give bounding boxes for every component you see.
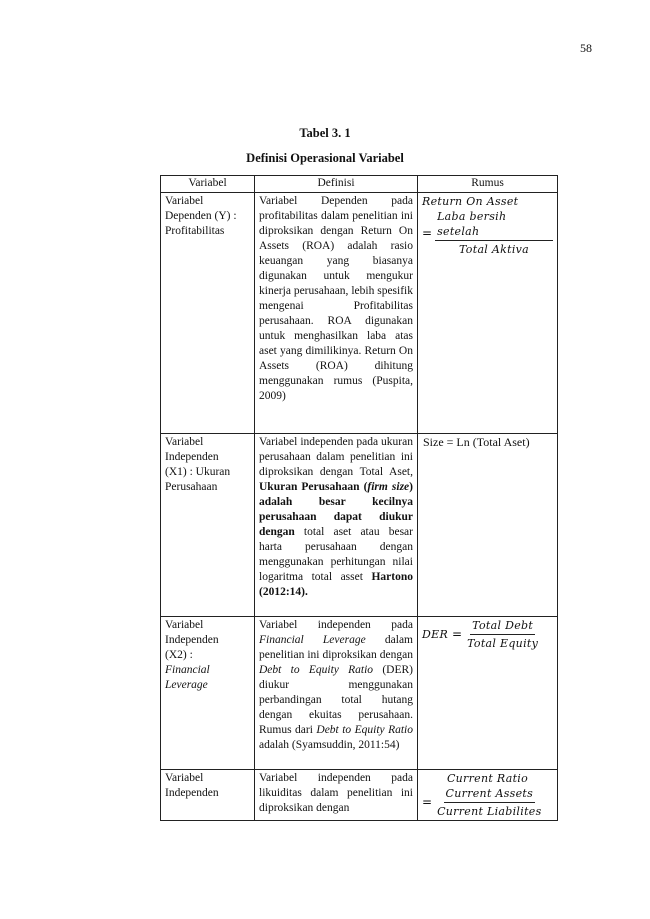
table-title: Definisi Operasional Variabel bbox=[246, 151, 404, 165]
formula-cell bbox=[418, 434, 558, 617]
table-label: Tabel 3. 1 bbox=[299, 126, 351, 140]
formula-denominator: Total Equity bbox=[467, 637, 539, 650]
formula-denominator: Total Aktiva bbox=[459, 243, 530, 256]
formula-label: Return On Asset bbox=[422, 195, 519, 208]
variable-line: Variabel bbox=[165, 772, 204, 784]
table-row bbox=[161, 770, 558, 821]
formula-cell bbox=[418, 193, 558, 434]
variable-line: Leverage bbox=[165, 679, 208, 691]
variable-line: Independen bbox=[165, 451, 219, 463]
formula-denominator: Current Liabilites bbox=[437, 805, 542, 818]
definition-text: (DER) diukur menggunakan perbandingan total hutang dengan ekuitas perusahaan. Rumus dari bbox=[259, 664, 413, 736]
formula-equation bbox=[422, 618, 553, 651]
definition-citation: Hartono (2012:14). bbox=[259, 571, 413, 598]
formula-cell bbox=[418, 617, 558, 770]
definition-cell: Variabel independen pada likuiditas dalam penelitian ini diproksikan dengan bbox=[255, 770, 418, 821]
formula-cell bbox=[418, 770, 558, 821]
variable-line: (X1) : Ukuran bbox=[165, 466, 231, 478]
definition-cell bbox=[255, 617, 418, 770]
definition-text: total aset atau besar harta perusahaan dengan menggunakan perhitungan nilai logaritma total asset bbox=[259, 526, 413, 583]
variable-cell bbox=[161, 193, 255, 434]
equals-sign: = bbox=[422, 795, 433, 809]
definition-bold-text: Ukuran Perusahaan ( bbox=[259, 481, 368, 493]
formula-numerator: Laba bersih setelah bbox=[435, 209, 553, 241]
variable-line: Independen bbox=[165, 634, 219, 646]
variable-line: Variabel bbox=[165, 195, 204, 207]
variable-line: (X2) : bbox=[165, 649, 193, 661]
formula-numerator: Current Assets bbox=[444, 786, 536, 803]
variable-line: Profitabilitas bbox=[165, 225, 225, 237]
definition-text: adalah (Syamsuddin, 2011:54) bbox=[259, 739, 400, 751]
operational-definition-table bbox=[160, 175, 558, 821]
definition-italic-text: Financial Leverage bbox=[259, 634, 366, 646]
equals-sign: = bbox=[422, 225, 433, 240]
definition-bold-italic-text: firm size bbox=[367, 481, 410, 493]
variable-line: Perusahaan bbox=[165, 481, 218, 493]
formula-fraction bbox=[435, 786, 543, 819]
variable-cell bbox=[161, 434, 255, 617]
formula-lhs: DER bbox=[422, 628, 449, 641]
variable-line: Variabel bbox=[165, 436, 204, 448]
formula-text: Size = Ln (Total Aset) bbox=[423, 435, 530, 449]
page-number: 58 bbox=[580, 41, 592, 55]
header-definisi: Definisi bbox=[255, 176, 418, 193]
equals-sign: = bbox=[452, 627, 463, 641]
formula-equation bbox=[422, 786, 553, 819]
formula-fraction bbox=[435, 209, 553, 257]
variable-cell bbox=[161, 617, 255, 770]
variable-line: Independen bbox=[165, 787, 219, 799]
formula-numerator: Total Debt bbox=[470, 618, 535, 635]
definition-text: Variabel independen pada ukuran perusahaan dalam penelitian ini diproksikan dengan Total Aset, bbox=[259, 436, 413, 478]
definition-text: dalam penelitian ini diproksikan dengan bbox=[259, 634, 413, 661]
header-rumus: Rumus bbox=[418, 176, 558, 193]
definition-bold-text: ) adalah besar kecilnya perusahaan dapat diukur dengan bbox=[259, 481, 413, 538]
definition-italic-text: Debt to Equity Ratio bbox=[316, 724, 413, 736]
table-header-row bbox=[161, 176, 558, 193]
table-row bbox=[161, 617, 558, 770]
variable-line: Variabel bbox=[165, 619, 204, 631]
variable-cell bbox=[161, 770, 255, 821]
header-variabel: Variabel bbox=[161, 176, 255, 193]
table-row bbox=[161, 193, 558, 434]
definition-italic-text: Debt to Equity Ratio bbox=[259, 664, 374, 676]
table-row bbox=[161, 434, 558, 617]
formula-label: Current Ratio bbox=[446, 772, 529, 785]
formula-fraction bbox=[465, 618, 540, 651]
formula-equation bbox=[422, 209, 553, 257]
definition-cell: Variabel Dependen pada profitabilitas dalam penelitian ini diproksikan dengan Return On Assets (ROA) adalah rasio keuangan yang biasanya digunakan untuk mengukur kinerja perusahaan, lebih spesifik mengenai Profitabilitas perusahaan. ROA digunakan untuk menghasilkan laba atas aset yang dimilikinya. Return On Assets (ROA) dihitung menggunakan rumus (Puspita, 2009) bbox=[255, 193, 418, 434]
variable-line: Financial bbox=[165, 664, 210, 676]
definition-cell bbox=[255, 434, 418, 617]
definition-text: Variabel independen pada bbox=[259, 619, 413, 631]
variable-line: Dependen (Y) : bbox=[165, 210, 237, 222]
